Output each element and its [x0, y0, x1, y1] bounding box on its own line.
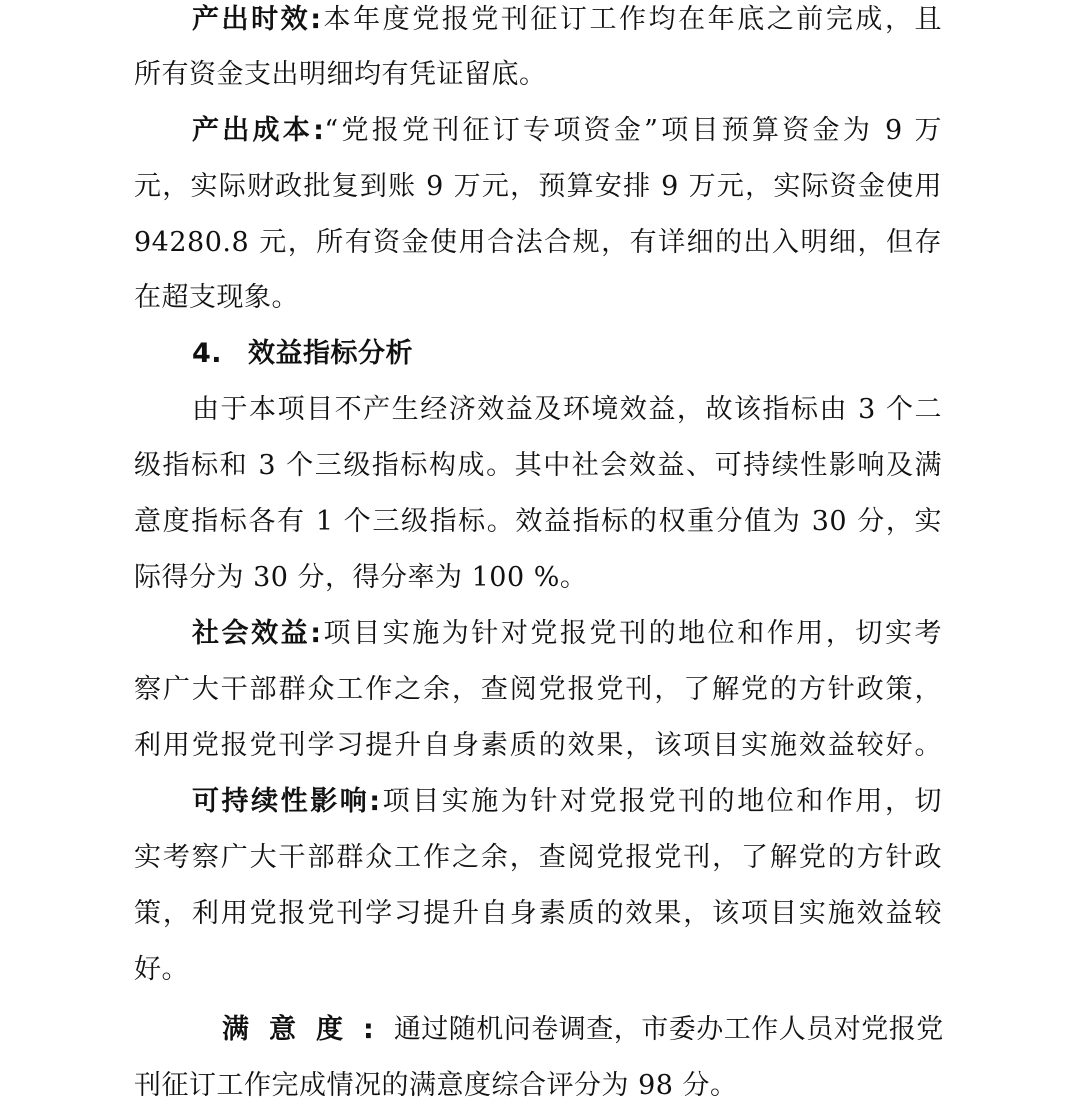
- output-cost-line-4: 在超支现象。: [134, 282, 299, 313]
- output-cost-line-2: 元，实际财政批复到账 9 万元，预算安排 9 万元，实际资金使用: [134, 171, 942, 202]
- social-text-1: 项目实施为针对党报党刊的地位和作用，切实考: [321, 618, 942, 649]
- benefit-intro-line-2: 级指标和 3 个三级指标构成。其中社会效益、可持续性影响及满: [134, 450, 942, 481]
- output-time-line-2: 所有资金支出明细均有凭证留底。: [134, 59, 547, 90]
- satisfaction-label: 满意度:: [222, 1014, 394, 1045]
- benefit-intro-line-3: 意度指标各有 1 个三级指标。效益指标的权重分值为 30 分，实: [134, 506, 942, 537]
- section-4-number: 4.: [192, 338, 223, 369]
- benefit-intro-line-4: 际得分为 30 分，得分率为 100 %。: [134, 562, 588, 593]
- output-time-text-1: 本年度党报党刊征订工作均在年底之前完成，且: [321, 4, 942, 35]
- social-line-1: [192, 614, 942, 654]
- social-line-2: 察广大干部群众工作之余，查阅党报党刊，了解党的方针政策，: [134, 674, 942, 705]
- satisfaction-text-1: 通过随机问卷调查，市委办工作人员对党报党: [393, 1014, 944, 1045]
- sustainable-line-4: 好。: [134, 954, 189, 985]
- section-4-title: 效益指标分析: [248, 338, 414, 369]
- sustainable-label: 可持续性影响:: [192, 786, 381, 817]
- output-cost-text-1: “党报党刊征订专项资金”项目预算资金为 9 万: [324, 115, 942, 146]
- sustainable-text-1: 项目实施为针对党报党刊的地位和作用，切: [380, 786, 942, 817]
- output-time-line-1: [192, 0, 942, 40]
- output-cost-line-1: [192, 111, 942, 151]
- social-line-3: 利用党报党刊学习提升自身素质的效果，该项目实施效益较好。: [134, 730, 942, 761]
- sustainable-line-1: [192, 782, 942, 822]
- output-cost-line-3: 94280.8 元，所有资金使用合法合规，有详细的出入明细，但存: [134, 227, 942, 258]
- sustainable-line-2: 实考察广大干部群众工作之余，查阅党报党刊，了解党的方针政: [134, 842, 942, 873]
- sustainable-line-3: 策，利用党报党刊学习提升自身素质的效果，该项目实施效益较: [134, 898, 942, 929]
- satisfaction-line-2: 刊征订工作完成情况的满意度综合评分为 98 分。: [134, 1070, 738, 1101]
- satisfaction-line-1: [222, 1010, 942, 1050]
- output-time-label: 产出时效:: [192, 4, 322, 35]
- social-label: 社会效益:: [192, 618, 322, 649]
- benefit-intro-line-1: 由于本项目不产生经济效益及环境效益，故该指标由 3 个二: [192, 394, 942, 425]
- output-cost-label: 产出成本:: [192, 115, 325, 146]
- section-4-heading: [192, 334, 942, 374]
